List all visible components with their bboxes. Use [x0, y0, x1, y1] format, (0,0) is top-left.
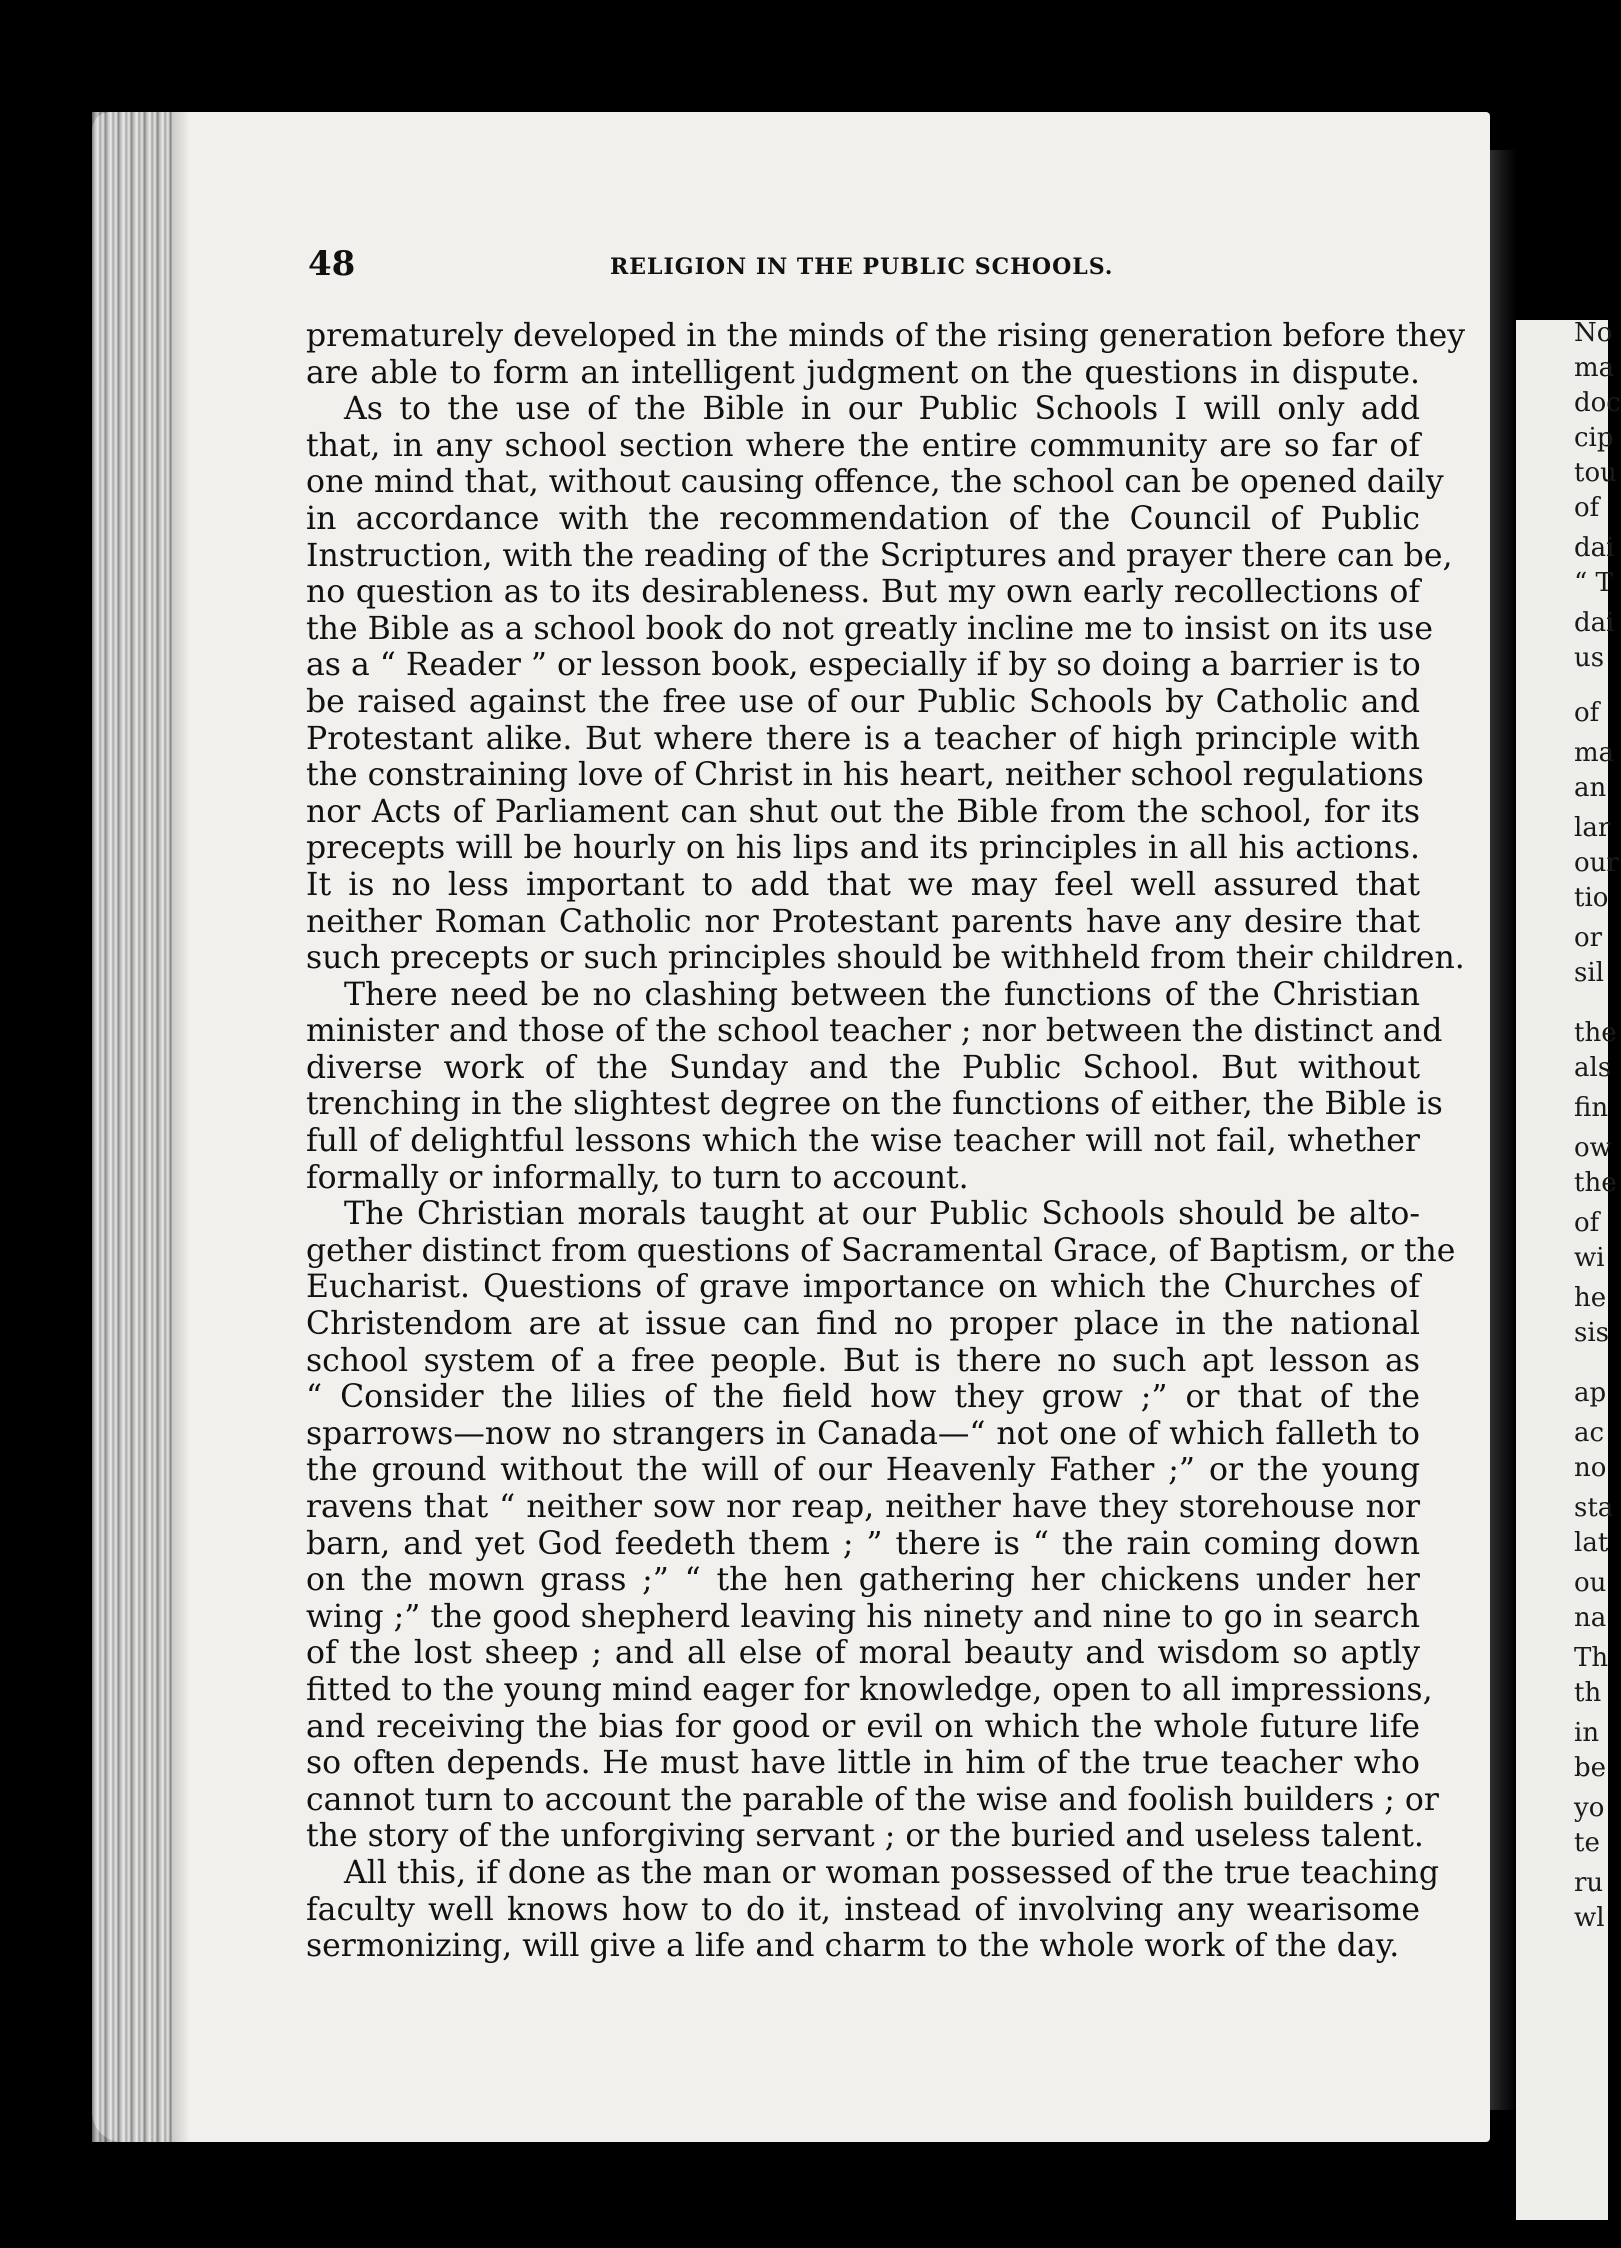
text-line: diverse work of the Sunday and the Public School. But without: [306, 1049, 1420, 1086]
text-line: that, in any school section where the entire community are so far of: [306, 427, 1420, 464]
text-line: the Bible as a school book do not greatly incline me to insist on its use: [306, 610, 1433, 647]
text-line: ravens that “ neither sow nor reap, neither have they storehouse nor: [306, 1489, 1420, 1525]
next-page-fragment: “ T: [1574, 568, 1613, 598]
text-line: faculty well knows how to do it, instead of involving any wearisome: [306, 1891, 1420, 1928]
next-page-fragment: of: [1574, 698, 1600, 728]
text-line: such precepts or such principles should be withheld from their children.: [306, 940, 1465, 977]
text-line: cannot turn to account the parable of the wise and foolish builders ; or: [306, 1781, 1439, 1818]
next-page-fragment: th: [1574, 1678, 1602, 1708]
next-page-fragment: of: [1574, 493, 1600, 523]
text-line: on the mown grass ;” “ the hen gathering her chickens under her: [306, 1562, 1420, 1599]
text-line: of the lost sheep ; and all else of moral beauty and wisdom so aptly: [306, 1635, 1420, 1672]
next-page-fragment: te: [1574, 1828, 1600, 1858]
next-page-fragment: tou: [1574, 458, 1617, 488]
text-line: no question as to its desirableness. But my own early recollections of: [306, 574, 1420, 611]
text-line: Instruction, with the reading of the Scriptures and prayer there can be,: [306, 537, 1453, 574]
next-page-fragment: of: [1574, 1208, 1600, 1238]
text-line: As to the use of the Bible in our Public Schools I will only add: [344, 391, 1420, 428]
text-line: trenching in the slightest degree on the functions of either, the Bible is: [306, 1086, 1443, 1123]
next-page-fragment: Th: [1574, 1643, 1609, 1673]
text-line: and receiving the bias for good or evil on which the whole future life: [306, 1708, 1420, 1745]
next-page-fragment: ma: [1574, 353, 1615, 383]
text-line: wing ;” the good shepherd leaving his ninety and nine to go in search: [306, 1598, 1420, 1635]
text-line: sparrows—now no strangers in Canada—“ not one of which falleth to: [306, 1415, 1420, 1452]
page-number: 48: [308, 244, 356, 284]
next-page-fragment: na: [1574, 1603, 1607, 1633]
next-page-fragment: wi: [1574, 1243, 1605, 1273]
text-line: formally or informally, to turn to account.: [306, 1159, 969, 1196]
text-line: All this, if done as the man or woman possessed of the true teaching: [344, 1854, 1440, 1891]
text-line: precepts will be hourly on his lips and its principles in all his actions.: [306, 830, 1420, 867]
text-line: gether distinct from questions of Sacramental Grace, of Baptism, or the: [306, 1232, 1456, 1269]
next-page-fragment: ru: [1574, 1868, 1604, 1898]
body-text: [306, 318, 1466, 1965]
next-page-fragment: sis: [1574, 1318, 1610, 1348]
text-line: barn, and yet God feedeth them ; ” there is “ the rain coming down: [306, 1525, 1420, 1562]
next-page-fragment: yo: [1574, 1793, 1605, 1823]
running-title: RELIGION IN THE PUBLIC SCHOOLS.: [610, 254, 1114, 280]
text-line: the story of the unforgiving servant ; or the buried and useless talent.: [306, 1818, 1424, 1855]
page-edges: [92, 112, 172, 2142]
next-page-fragment: he: [1574, 1283, 1607, 1313]
text-line: the constraining love of Christ in his heart, neither school regulations: [306, 757, 1424, 794]
next-page-sliver: [1516, 318, 1621, 2220]
next-page-fragment: ou: [1574, 1568, 1607, 1598]
text-line: prematurely developed in the minds of the rising generation before they: [306, 318, 1466, 354]
next-page-fragment: be: [1574, 1753, 1607, 1783]
text-line: There need be no clashing between the functions of the Christian: [344, 976, 1420, 1013]
text-line: one mind that, without causing offence, the school can be opened daily: [306, 464, 1444, 501]
text-line: as a “ Reader ” or lesson book, especially if by so doing a barrier is to: [306, 647, 1421, 684]
next-page-fragment: ow: [1574, 1133, 1612, 1163]
text-line: school system of a free people. But is there no such apt lesson as: [306, 1342, 1420, 1379]
next-page-fragment: sta: [1574, 1493, 1614, 1523]
text-line: full of delightful lessons which the wise teacher will not fail, whether: [306, 1123, 1420, 1160]
next-page-fragment: doc: [1574, 388, 1621, 418]
next-page-fragment: cip: [1574, 423, 1614, 453]
next-page-fragment: No: [1574, 318, 1613, 348]
text-line: nor Acts of Parliament can shut out the Bible from the school, for its: [306, 793, 1420, 830]
text-line: are able to form an intelligent judgment on the questions in dispute.: [306, 354, 1420, 391]
text-line: minister and those of the school teacher ; nor between the distinct and: [306, 1013, 1443, 1050]
next-page-fragment: dai: [1574, 608, 1615, 638]
next-page-fragment: the: [1574, 1018, 1617, 1048]
book-gutter: [1490, 150, 1516, 2110]
text-line: Protestant alike. But where there is a teacher of high principle with: [306, 720, 1420, 757]
next-page-fragment: in: [1574, 1718, 1600, 1748]
next-page-fragment: ap: [1574, 1378, 1607, 1408]
text-line: fitted to the young mind eager for knowledge, open to all impressions,: [306, 1671, 1433, 1708]
next-page-fragment: wl: [1574, 1903, 1605, 1933]
next-page-fragment: ac: [1574, 1418, 1605, 1448]
text-line: Christendom are at issue can find no proper place in the national: [306, 1306, 1420, 1343]
next-page-fragment: lat: [1574, 1528, 1609, 1558]
next-page-fragment: als: [1574, 1053, 1612, 1083]
running-head: [308, 244, 1408, 294]
text-line: “ Consider the lilies of the field how they grow ;” or that of the: [306, 1379, 1420, 1416]
text-line: so often depends. He must have little in him of the true teacher who: [306, 1745, 1420, 1782]
next-page-fragment: the: [1574, 1168, 1617, 1198]
text-line: It is no less important to add that we may feel well assured that: [306, 866, 1420, 903]
text-line: sermonizing, will give a life and charm to the whole work of the day.: [306, 1928, 1400, 1965]
next-page-fragment: or: [1574, 923, 1603, 953]
next-page-fragment: fin: [1574, 1093, 1609, 1123]
next-page-fragment: lar: [1574, 813, 1611, 843]
text-line: The Christian morals taught at our Public Schools should be alto-: [344, 1196, 1420, 1233]
next-page-fragment: our: [1574, 848, 1619, 878]
text-line: Eucharist. Questions of grave importance on which the Churches of: [306, 1269, 1420, 1306]
text-line: be raised against the free use of our Public Schools by Catholic and: [306, 683, 1420, 720]
next-page-fragment: an: [1574, 773, 1607, 803]
next-page-fragment: ma: [1574, 738, 1615, 768]
next-page-fragment: us: [1574, 643, 1605, 673]
text-line: neither Roman Catholic nor Protestant parents have any desire that: [306, 903, 1420, 940]
next-page-fragment: tio: [1574, 883, 1609, 913]
text-line: the ground without the will of our Heavenly Father ;” or the young: [306, 1452, 1420, 1489]
next-page-fragment: sil: [1574, 958, 1604, 988]
next-page-fragment: dai: [1574, 533, 1615, 563]
next-page-fragment: no: [1574, 1453, 1607, 1483]
text-line: in accordance with the recommendation of the Council of Public: [306, 500, 1420, 537]
